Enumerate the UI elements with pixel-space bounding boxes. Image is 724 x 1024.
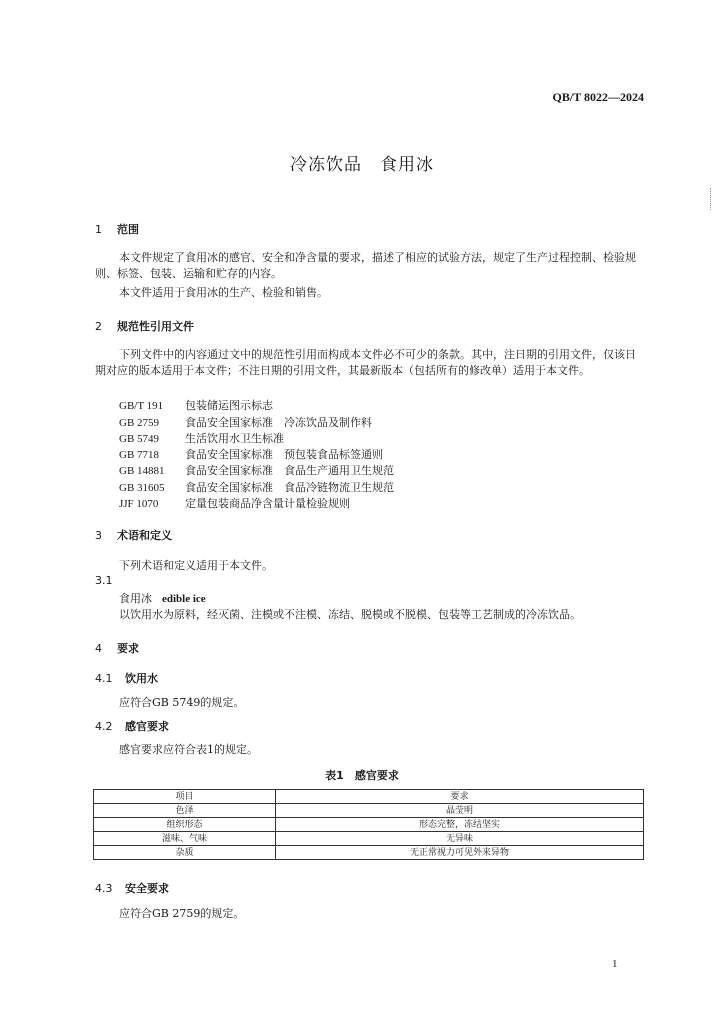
section-2-number: 2 (95, 320, 102, 333)
scope-paragraph-2: 本文件适用于食用冰的生产、检验和销售。 (119, 286, 328, 299)
document-title: 冷冻饮品 食用冰 (290, 155, 434, 175)
section-4-2-text: 感官要求应符合表1的规定。 (119, 743, 258, 756)
section-4-1-number: 4.1 (95, 672, 113, 685)
reference-code: GB/T 191 (119, 400, 164, 412)
section-4-1-heading (95, 670, 158, 686)
reference-title: 食品安全国家标准 食品冷链物流卫生规范 (185, 481, 394, 494)
term-number: 3.1 (95, 574, 113, 587)
section-4-1-text: 应符合GB 5749的规定。 (119, 696, 245, 709)
references-intro: 下列文件中的内容通过文中的规范性引用而构成本文件必不可少的条款。其中，注日期的引用文件，仅该日期对应的版本适用于本文件；不注日期的引用文件，其最新版本（包括所有的修改单）适用于本文件。 (95, 348, 636, 377)
reference-item (119, 414, 372, 430)
table-cell-item: 组织形态 (94, 818, 276, 832)
table-row (94, 846, 644, 860)
table-cell-requirement: 无正常视力可见外来异物 (276, 846, 644, 860)
reference-code: GB 7718 (119, 449, 160, 461)
reference-title: 包装储运图示标志 (185, 399, 273, 412)
section-4-3-title: 安全要求 (125, 882, 169, 895)
section-4-2-heading (95, 718, 169, 734)
reference-item (119, 479, 394, 495)
section-1-number: 1 (95, 223, 102, 236)
section-4-heading (95, 640, 139, 656)
section-2-heading (95, 318, 194, 334)
reference-title: 生活饮用水卫生标准 (185, 432, 284, 445)
table-row (94, 832, 644, 846)
reference-code: GB 31605 (119, 482, 165, 494)
reference-title: 食品安全国家标准 预包装食品标签通则 (185, 448, 383, 461)
term-definition: 以饮用水为原料，经灭菌、注模或不注模、冻结、脱模或不脱模、包装等工艺制成的冷冻饮品。 (119, 608, 581, 621)
term-entry (119, 590, 206, 606)
reference-title: 定量包装商品净含量计量检验规则 (185, 497, 350, 510)
reference-item (119, 446, 383, 462)
section-4-title: 要求 (117, 642, 139, 655)
table-cell-item: 杂质 (94, 846, 276, 860)
margin-mark (710, 188, 714, 210)
table-row (94, 804, 644, 818)
section-4-3-text: 应符合GB 2759的规定。 (119, 907, 245, 920)
reference-title: 食品安全国家标准 冷冻饮品及制作料 (185, 416, 372, 429)
section-3-number: 3 (95, 529, 102, 542)
reference-code: JJF 1070 (119, 498, 159, 510)
standard-code: QB/T 8022—2024 (552, 90, 644, 104)
section-3-heading (95, 527, 172, 543)
table-cell-requirement: 无异味 (276, 832, 644, 846)
reference-title: 食品安全国家标准 食品生产通用卫生规范 (185, 464, 394, 477)
table-caption: 表1 感官要求 (325, 769, 399, 782)
section-4-number: 4 (95, 642, 102, 655)
reference-code: GB 2759 (119, 417, 160, 429)
reference-item (119, 430, 284, 446)
term-chinese: 食用冰 (119, 592, 152, 605)
reference-item (119, 397, 273, 413)
reference-code: GB 5749 (119, 433, 160, 445)
section-1-heading (95, 221, 139, 237)
section-1-title: 范围 (117, 223, 139, 236)
reference-item (119, 462, 394, 478)
reference-item (119, 495, 350, 511)
scope-paragraph-1: 本文件规定了食用冰的感官、安全和净含量的要求，描述了相应的试验方法，规定了生产过程控制、检验规则、标签、包装、运输和贮存的内容。 (95, 251, 636, 280)
terms-intro: 下列术语和定义适用于本文件。 (119, 559, 273, 572)
term-english: edible ice (162, 593, 206, 605)
section-2-title: 规范性引用文件 (117, 320, 194, 333)
table-cell-requirement: 形态完整，冻结坚实 (276, 818, 644, 832)
section-4-2-title: 感官要求 (125, 720, 169, 733)
sensory-requirements-table (93, 789, 644, 860)
section-4-2-number: 4.2 (95, 720, 113, 733)
section-4-1-title: 饮用水 (125, 672, 158, 685)
table-header-row (94, 790, 644, 804)
table-cell-requirement: 晶莹明 (276, 804, 644, 818)
table-cell-item: 滋味、气味 (94, 832, 276, 846)
table-header-requirement: 要求 (276, 790, 644, 804)
section-4-3-number: 4.3 (95, 882, 113, 895)
table-header-item: 项目 (94, 790, 276, 804)
section-4-3-heading (95, 880, 169, 896)
section-3-title: 术语和定义 (117, 529, 172, 542)
table-cell-item: 色泽 (94, 804, 276, 818)
page-number: 1 (612, 958, 618, 970)
table-row (94, 818, 644, 832)
reference-code: GB 14881 (119, 465, 165, 477)
